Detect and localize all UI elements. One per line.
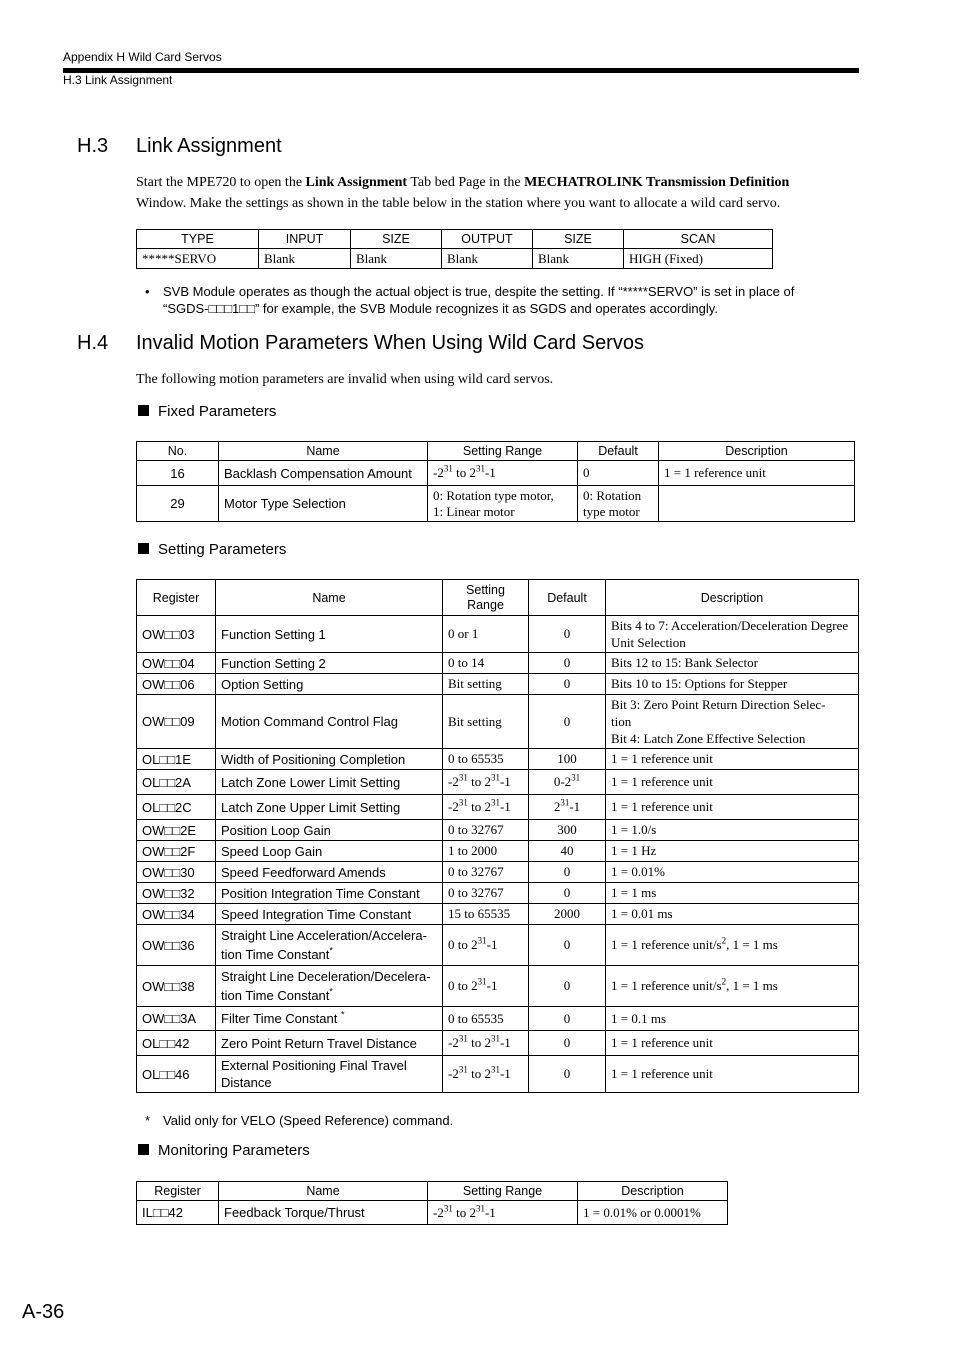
header-rule [63,68,859,73]
cell-range: Bit setting [443,695,529,749]
running-header-section: H.3 Link Assignment [63,73,173,87]
table-row [137,795,859,820]
cell-size: Blank [351,249,442,269]
cell-name: Filter Time Constant * [216,1007,443,1031]
table-row [137,486,855,522]
table-row [137,966,859,1007]
col-name: Name [219,1182,428,1201]
cell-description [659,486,855,522]
cell-register: OW□□36 [137,925,216,966]
cell-register: OW□□03 [137,616,216,653]
cell-range: $-2^{31}$ to $2^{31}-1$ [443,770,529,795]
table-row [137,695,859,749]
table-row [137,883,859,904]
cell-register: OW□□2E [137,820,216,841]
cell-description: Bits 12 to 15: Bank Selector [606,653,859,674]
fixed-parameters-table [136,441,855,522]
cell-size-2: Blank [533,249,624,269]
cell-description: 1 = 1 reference unit [606,770,859,795]
col-register: Register [137,580,216,616]
cell-range: 0 to 65535 [443,1007,529,1031]
col-setting-range: Setting Range [443,580,529,616]
cell-register: OW□□3A [137,1007,216,1031]
cell-description: 1 = 1 reference unit/$s^2$, 1 = 1 ms [606,966,859,1007]
cell-register: OL□□2A [137,770,216,795]
cell-default: 0 [529,925,606,966]
cell-description: 1 = 0.01% [606,862,859,883]
cell-description: 1 = 1 reference unit [659,461,855,486]
cell-default: 0 [529,616,606,653]
table-row [137,1201,728,1225]
cell-name: Motion Command Control Flag [216,695,443,749]
table-row [137,461,855,486]
cell-default: $2^{31}-1$ [529,795,606,820]
table-row [137,749,859,770]
cell-description: 1 = 1 reference unit [606,1031,859,1056]
cell-description: 1 = 1.0/s [606,820,859,841]
table-row [137,249,773,269]
page-number: A-36 [22,1301,65,1323]
cell-default: 300 [529,820,606,841]
cell-name: Latch Zone Lower Limit Setting [216,770,443,795]
cell-name: Speed Loop Gain [216,841,443,862]
cell-range: 0 or 1 [443,616,529,653]
cell-description: Bit 3: Zero Point Return Direction Selec- tion Bit 4: Latch Zone Effective Selection [606,695,859,749]
cell-range: 0 to 32767 [443,820,529,841]
col-name: Name [216,580,443,616]
cell-range: 0 to 32767 [443,883,529,904]
cell-description: 1 = 0.01% or 0.0001% [578,1201,728,1225]
section-title-h4: Invalid Motion Parameters When Using Wild Card Servos [136,332,644,354]
cell-description: 1 = 1 reference unit [606,795,859,820]
footnote-marker: * [145,1113,151,1128]
cell-default: 0 [529,653,606,674]
running-header-appendix: Appendix H Wild Card Servos [63,50,222,64]
table-row [137,1031,859,1056]
col-output: OUTPUT [442,230,533,249]
cell-name: Function Setting 2 [216,653,443,674]
square-bullet-icon [138,405,149,416]
col-scan: SCAN [624,230,773,249]
col-register: Register [137,1182,219,1201]
cell-description: Bits 10 to 15: Options for Stepper [606,674,859,695]
table-row [137,616,859,653]
cell-input: Blank [259,249,351,269]
cell-range: $-2^{31}$ to $2^{31}-1$ [428,1201,578,1225]
col-default: Default [578,442,659,461]
monitoring-parameters-table [136,1181,728,1225]
table-row [137,770,859,795]
cell-name: Straight Line Acceleration/Accelera- tion Time Constant* [216,925,443,966]
cell-scan: HIGH (Fixed) [624,249,773,269]
square-bullet-icon [138,543,149,554]
cell-default: 0 [529,695,606,749]
cell-description: 1 = 1 reference unit [606,1056,859,1093]
cell-register: IL□□42 [137,1201,219,1225]
table-row [137,841,859,862]
cell-name: Zero Point Return Travel Distance [216,1031,443,1056]
cell-description: 1 = 0.1 ms [606,1007,859,1031]
cell-name: Speed Integration Time Constant [216,904,443,925]
cell-range: 0 to 32767 [443,862,529,883]
cell-description: 1 = 1 Hz [606,841,859,862]
cell-name: Latch Zone Upper Limit Setting [216,795,443,820]
cell-register: OW□□2F [137,841,216,862]
cell-range: 0 to $2^{31}-1$ [443,925,529,966]
footnote: Valid only for VELO (Speed Reference) command. [163,1113,454,1128]
table-row [137,653,859,674]
cell-output: Blank [442,249,533,269]
bullet-marker: • [145,284,150,299]
table-row [137,862,859,883]
cell-range: 1 to 2000 [443,841,529,862]
cell-default: 0 [578,461,659,486]
table-row [137,674,859,695]
col-type: TYPE [137,230,259,249]
cell-register: OW□□06 [137,674,216,695]
fixed-parameters-heading: Fixed Parameters [138,403,276,420]
section-title-h3: Link Assignment [136,135,282,157]
cell-no: 29 [137,486,219,522]
cell-register: OL□□42 [137,1031,216,1056]
cell-name: Backlash Compensation Amount [219,461,428,486]
cell-name: Position Loop Gain [216,820,443,841]
cell-default: 100 [529,749,606,770]
cell-default: 0 [529,883,606,904]
cell-register: OW□□30 [137,862,216,883]
cell-default: 0 [529,966,606,1007]
cell-range: $-2^{31}$ to $2^{31}-1$ [443,1056,529,1093]
table-row [137,820,859,841]
cell-description: Bits 4 to 7: Acceleration/Deceleration Degree Unit Selection [606,616,859,653]
cell-default: 0: Rotation type motor [578,486,659,522]
cell-range: 0 to 65535 [443,749,529,770]
table-row [137,904,859,925]
square-bullet-icon [138,1144,149,1155]
cell-range: 15 to 65535 [443,904,529,925]
cell-description: 1 = 0.01 ms [606,904,859,925]
cell-default: $0-2^{31}$ [529,770,606,795]
col-description: Description [606,580,859,616]
cell-description: 1 = 1 reference unit [606,749,859,770]
col-size-2: SIZE [533,230,624,249]
col-size: SIZE [351,230,442,249]
cell-range: $-2^{31}$ to $2^{31}-1$ [428,461,578,486]
svb-note: SVB Module operates as though the actual object is true, despite the setting. If “*****SERVO” is set in place of “SGDS-□□□1□□” for example, the SVB Module recognizes it as SGDS and operates accordingly. [163,284,795,316]
cell-default: 0 [529,1007,606,1031]
cell-no: 16 [137,461,219,486]
cell-name: Function Setting 1 [216,616,443,653]
col-setting-range: Setting Range [428,1182,578,1201]
cell-name: External Positioning Final Travel Distance [216,1056,443,1093]
cell-range: Bit setting [443,674,529,695]
cell-default: 0 [529,1031,606,1056]
cell-range: 0 to 14 [443,653,529,674]
monitoring-parameters-heading: Monitoring Parameters [138,1142,310,1159]
cell-default: 0 [529,862,606,883]
table-row [137,1056,859,1093]
cell-register: OL□□46 [137,1056,216,1093]
cell-description: 1 = 1 ms [606,883,859,904]
cell-default: 2000 [529,904,606,925]
link-assignment-table [136,229,773,269]
cell-range: $-2^{31}$ to $2^{31}-1$ [443,1031,529,1056]
cell-default: 0 [529,1056,606,1093]
cell-range: 0: Rotation type motor, 1: Linear motor [428,486,578,522]
col-description: Description [659,442,855,461]
cell-register: OW□□32 [137,883,216,904]
cell-name: Speed Feedforward Amends [216,862,443,883]
col-no: No. [137,442,219,461]
cell-range: 0 to $2^{31}-1$ [443,966,529,1007]
cell-type: *****SERVO [137,249,259,269]
section-number-h4: H.4 [77,332,109,354]
cell-description: 1 = 1 reference unit/$s^2$, 1 = 1 ms [606,925,859,966]
cell-name: Width of Positioning Completion [216,749,443,770]
cell-name: Motor Type Selection [219,486,428,522]
cell-default: 40 [529,841,606,862]
cell-default: 0 [529,674,606,695]
cell-register: OW□□34 [137,904,216,925]
cell-name: Feedback Torque/Thrust [219,1201,428,1225]
h4-intro: The following motion parameters are invalid when using wild card servos. [136,372,554,387]
cell-register: OW□□38 [137,966,216,1007]
cell-range: $-2^{31}$ to $2^{31}-1$ [443,795,529,820]
section-number-h3: H.3 [77,135,109,157]
cell-register: OW□□04 [137,653,216,674]
col-default: Default [529,580,606,616]
cell-register: OL□□2C [137,795,216,820]
cell-name: Straight Line Deceleration/Decelera- tion Time Constant* [216,966,443,1007]
table-row [137,925,859,966]
col-description: Description [578,1182,728,1201]
cell-register: OL□□1E [137,749,216,770]
cell-register: OW□□09 [137,695,216,749]
col-setting-range: Setting Range [428,442,578,461]
cell-name: Position Integration Time Constant [216,883,443,904]
setting-parameters-heading: Setting Parameters [138,541,286,558]
col-name: Name [219,442,428,461]
table-row [137,1007,859,1031]
setting-parameters-table [136,579,859,1093]
col-input: INPUT [259,230,351,249]
h3-paragraph: Start the MPE720 to open the Link Assignment Tab bed Page in the MECHATROLINK Transmission Definition Window. Make the settings as shown in the table below in the station where you want to allocate a wild card servo. [136,175,790,211]
cell-name: Option Setting [216,674,443,695]
